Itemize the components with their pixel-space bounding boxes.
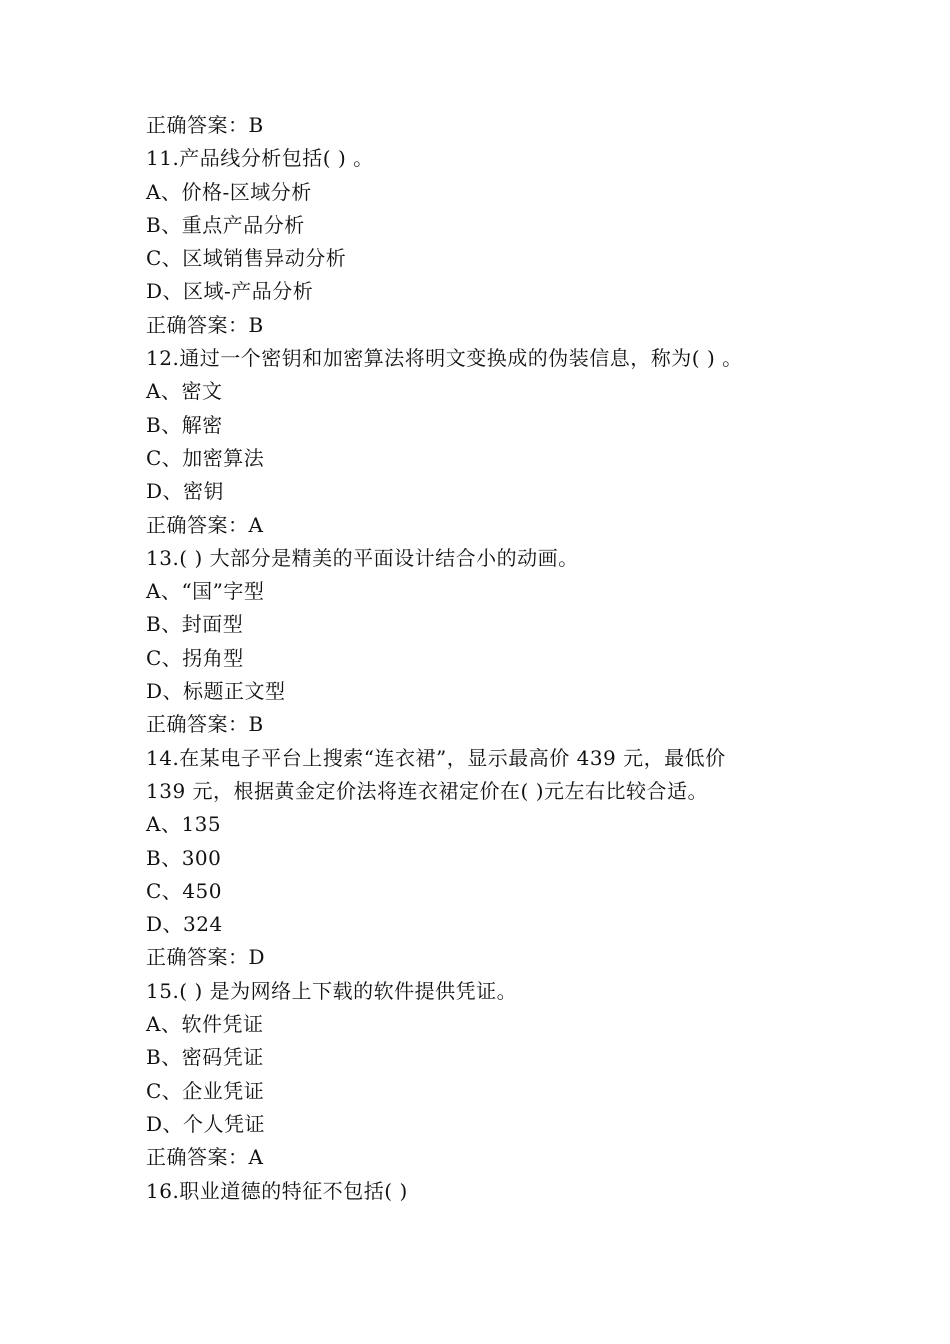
question-14-line-2: 139 元，根据黄金定价法将连衣裙定价在( )元左右比较合适。 xyxy=(146,778,708,803)
question-11: 11.产品线分析包括( ) 。 xyxy=(146,146,374,171)
option-c: C、企业凭证 xyxy=(146,1078,265,1103)
option-d: D、密钥 xyxy=(146,479,225,504)
option-a: A、密文 xyxy=(146,379,223,404)
option-b: B、解密 xyxy=(146,412,223,437)
question-14-line-1: 14.在某电子平台上搜索“连衣裙”，显示最高价 439 元，最低价 xyxy=(146,745,726,770)
option-d: D、区域-产品分析 xyxy=(146,279,314,304)
option-c: C、区域销售异动分析 xyxy=(146,246,347,271)
answer-line: 正确答案：B xyxy=(146,312,264,337)
option-a: A、“国”字型 xyxy=(146,579,265,604)
option-b: B、300 xyxy=(146,845,222,870)
option-c: C、拐角型 xyxy=(146,645,244,670)
answer-line: 正确答案：B xyxy=(146,113,264,137)
answer-line: 正确答案：B xyxy=(146,712,264,737)
option-c: C、加密算法 xyxy=(146,445,265,470)
option-d: D、324 xyxy=(146,912,223,937)
option-b: B、密码凭证 xyxy=(146,1045,264,1070)
answer-line: 正确答案：A xyxy=(146,1145,264,1170)
option-a: A、价格-区域分析 xyxy=(146,179,312,204)
option-d: D、个人凭证 xyxy=(146,1111,266,1136)
option-a: A、软件凭证 xyxy=(146,1012,264,1037)
answer-line: 正确答案：A xyxy=(146,512,264,537)
option-b: B、重点产品分析 xyxy=(146,212,305,237)
question-13: 13.( ) 大部分是精美的平面设计结合小的动画。 xyxy=(146,545,579,570)
question-15: 15.( ) 是为网络上下载的软件提供凭证。 xyxy=(146,978,518,1003)
option-d: D、标题正文型 xyxy=(146,679,286,704)
question-12: 12.通过一个密钥和加密算法将明文变换成的伪装信息，称为( ) 。 xyxy=(146,346,743,371)
option-a: A、135 xyxy=(146,812,222,837)
question-16: 16.职业道德的特征不包括( ) xyxy=(146,1178,408,1203)
option-c: C、450 xyxy=(146,878,222,903)
option-b: B、封面型 xyxy=(146,612,244,637)
document-body xyxy=(146,109,826,1208)
answer-line: 正确答案：D xyxy=(146,945,266,970)
